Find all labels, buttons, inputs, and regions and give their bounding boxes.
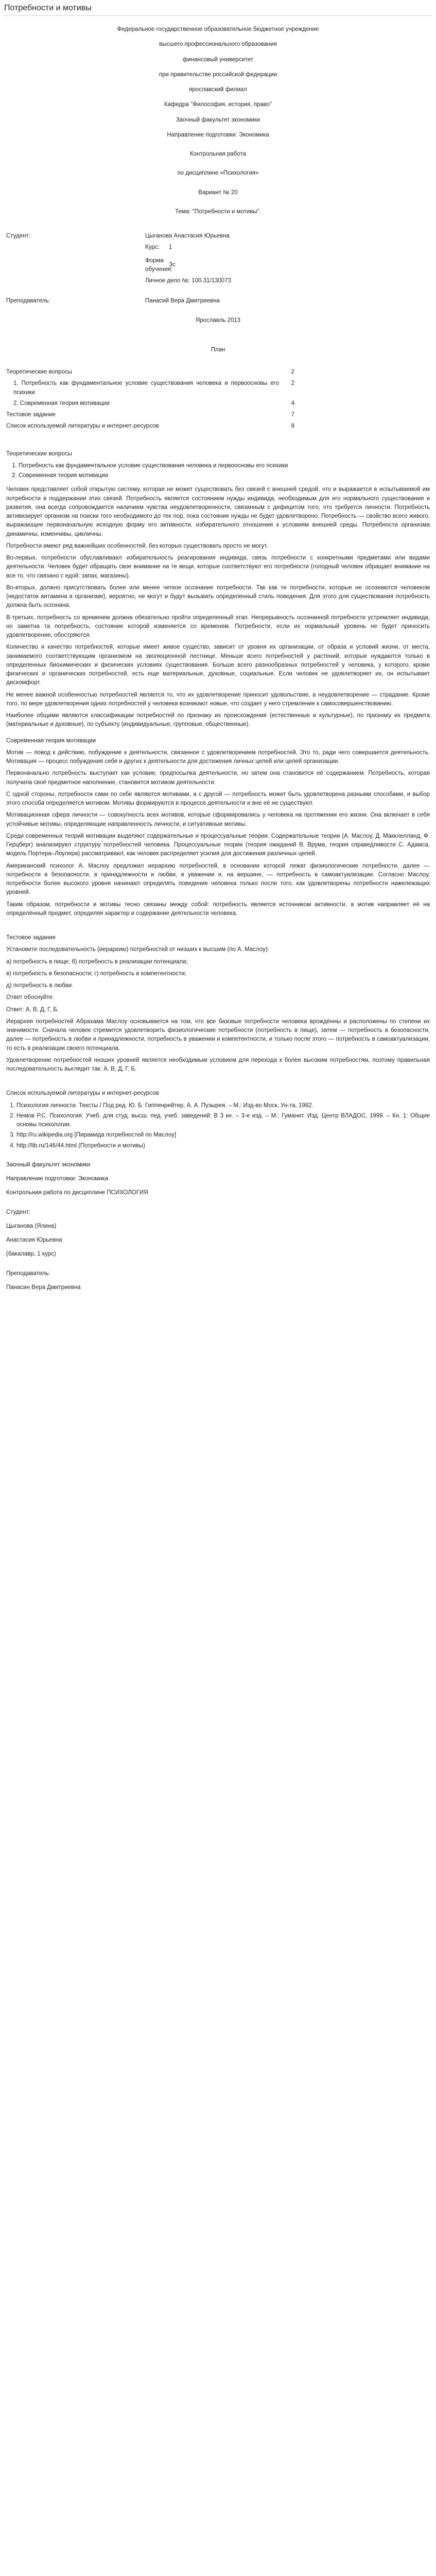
title-line: Контрольная работа bbox=[189, 151, 247, 157]
signoff-line: Цыганова (Ялина) bbox=[6, 1223, 57, 1229]
document-page bbox=[0, 2, 436, 1292]
signoff-line: Панасин Вера Дмитриевна bbox=[6, 1284, 81, 1291]
paragraph: Первоначально потребность выступает как условие, предпосылка деятельности, но затем она становится её содержанием. Потребность, которая получила своё предметное наполнение, становится мотивом деятельности. bbox=[6, 770, 430, 786]
teacher-label: Преподаватель: bbox=[6, 298, 50, 304]
signoff-line: Заочный факультет экономики bbox=[6, 1161, 91, 1168]
title-line: по дисциплине «Психология» bbox=[177, 170, 259, 177]
bibliography-item[interactable]: 3. http://ru.wikipedia.org [Пирамида потребностей по Маслоу] bbox=[16, 1131, 430, 1140]
list-item: 2. Современная теория мотивации bbox=[19, 471, 430, 480]
signoff-line: Направление подготовки: Экономика bbox=[6, 1176, 109, 1182]
list-item: 1. Потребность как фундаментальное условие существования человека и первоосновы его психики bbox=[19, 462, 430, 470]
toc-item-page: 8 bbox=[291, 423, 294, 430]
page-title: Потребности и мотивы bbox=[4, 4, 92, 12]
paragraph: Во-первых, потребности обуславливают избирательность реагирования индивида, связь потребности с конкретными предметами или видами деятельности. Человек будет обращать свое внимание на те вещи, которые соответствуют его потребности (голодный человек обращает внимание на все то, что связано с едой: запах, магазины). bbox=[6, 555, 430, 579]
signoff-line: (бакалавр, 1 курс) bbox=[6, 1251, 56, 1258]
title-line: Заочный факультет экономики bbox=[176, 116, 260, 123]
city-year: Ярославль 2013 bbox=[195, 317, 241, 324]
title-line: Федеральное государственное образовательное бюджетное учреждение bbox=[117, 26, 319, 32]
toc-item-text: Список используемой литературы и интернет-ресурсов bbox=[6, 423, 159, 430]
title-line: Кафедра "Философия, история, право" bbox=[164, 101, 272, 108]
title-line: Тема: "Потребности и мотивы". bbox=[175, 208, 261, 215]
title-divider bbox=[4, 15, 432, 16]
title-line: финансовый университет bbox=[182, 56, 254, 63]
test-section bbox=[6, 934, 430, 1074]
test-option: д) потребность в любви. bbox=[6, 982, 74, 989]
paragraph: Количество и качество потребностей, которые имеет живое существо, зависит от уровня их организации, от образа и условий жизни, от места, занимаемого соответствующим организмом на эволюционной лестнице. Меньше всего потребностей у растений, которые нуждаются только в определенных биохимических и физических условиях существования. Больше всего разнообразных потребностей у человека, у которого, кроме физических и органических потребностей, есть еще материальные, духовные, социальные. Если человек не удовлетворяет их, он испытывает дискомфорт. bbox=[6, 644, 430, 686]
table-of-contents bbox=[6, 368, 294, 431]
paragraph: Удовлетворение потребностей низших уровней является необходимым условием для перехода к более высоким потребностям, поэтому правильная последовательность выглядит так: А, В, Д, Г, Б. bbox=[6, 1057, 430, 1072]
teacher-name: Панасий Вера Дмитриевна bbox=[145, 298, 220, 304]
bibliography-item: 1. Психология личности. Тексты / Под ред. Ю. Б. Гиппенрейтер, А. А. Пузырея. – М.: Изд-во Моск. Ун-та, 1982. bbox=[16, 1101, 430, 1110]
bibliography-list bbox=[6, 1101, 430, 1150]
bibliography-item: 2. Немов Р.С. Психология: Учеб. для студ. высш. пед. учеб. заведений: В 3 кн. – 3-е изд. – М.: Гуманит. Изд. Центр ВЛАДОС, 1999. – Кн. 1: Общие основы психологии. bbox=[16, 1112, 430, 1130]
section-heading: Теоретические вопросы bbox=[6, 450, 72, 457]
signoff-line: Анастасия Юрьевна bbox=[6, 1237, 62, 1243]
form-label: Форма обучения: bbox=[145, 257, 173, 273]
title-line: ярославский филиал bbox=[189, 87, 247, 93]
record-value: 100.31/130073 bbox=[191, 278, 231, 284]
paragraph: Таким образом, потребности и мотивы тесно связаны между собой: потребность является источником активности, а мотив направляет её на определённый предмет, определяя характер и содержание деятельности человека. bbox=[6, 901, 430, 917]
bibliography-item[interactable]: 4. http://lib.ru/146/44.html (Потребности и мотивы) bbox=[16, 1142, 430, 1150]
toc-item-text: Теоретические вопросы bbox=[6, 369, 72, 375]
signoff-line: Контрольная работа по дисциплине ПСИХОЛОГИЯ bbox=[6, 1190, 148, 1196]
toc-item-text: 2. Современная теория мотивации bbox=[13, 400, 110, 406]
student-info bbox=[6, 232, 430, 306]
toc-item-text: 1. Потребность как фундаментальное условие существования человека и первоосновы его психики bbox=[13, 380, 279, 396]
section-heading: Тестовое задание bbox=[6, 935, 56, 941]
paragraph: Американский психолог А. Маслоу предложил иерархию потребностей, в основании которой лежат физиологические потребности, далее — потребности в безопасности, в принадлежности и любви, в уважении и, на вершине, — потребность в самоактуализации. Согласно Маслоу, потребности более высокого уровня начинают определять поведение человека только после того, как удовлетворены потребности нижележащих уровней. bbox=[6, 862, 430, 896]
section-heading: Список используемой литературы и интернет-ресурсов bbox=[6, 1090, 159, 1097]
theory-list bbox=[6, 462, 430, 481]
title-line: при правительстве российской федерации bbox=[159, 71, 277, 78]
section-heading: Современная теория мотивации bbox=[6, 737, 96, 744]
test-option: в) потребность в безопасности; г) потребность в компетентности; bbox=[6, 970, 186, 977]
bibliography-section bbox=[6, 1089, 430, 1098]
plan-heading: План bbox=[211, 346, 225, 353]
test-option: а) потребность в пище; б) потребность в реализации потенциала; bbox=[6, 958, 188, 965]
paragraph: Наиболее общими являются классификации потребностей по признаку их происхождения (естественные и культурные), по признаку их предмета (материальные и духовные), по субъекту (индивидуальные, групповые, общественные). bbox=[6, 713, 430, 728]
paragraph: Человек представляет собой открытую систему, которая не может существовать без связей с внешней средой, что и выражается в испытываемой им потребности в поддержании этих связей. Потребность является состоянием нужды индивида, необходимым для его нормального существования и развития, она всегда сопровождается наличием чувства неудовлетворенности, связанным с дефицитом того, что требуется личности. Потребность активизирует организм на поиски того необходимого до тех пор, пока состояние нужды не будет удовлетворено. Потребность — свойство всего живого, выражающее первоначальную исходную форму его активности, избирательного отношения к условиям внешней среды. Потребности организма динамичны, изменчивы, цикличны. bbox=[6, 486, 430, 537]
test-question: Установите последовательность (иерархию) потребностей от низших к высшим (по А. Маслоу): bbox=[6, 946, 269, 953]
paragraph: Во-вторых, должно присутствовать более или менее четкое осознание потребности. Так как те потребности, которые не осознаются человеком (недостаток витамина в организме), вероятно, не могут и будут вызывать определенный стиль поведения. Для этого для существования потребность должна быть осознана. bbox=[6, 584, 430, 609]
title-line: высшего профессионального образования bbox=[159, 41, 277, 48]
student-label: Студент: bbox=[6, 233, 30, 239]
toc-item-page: 2 bbox=[291, 380, 294, 387]
title-line: Направление подготовки: Экономика bbox=[167, 131, 269, 138]
title-page-header bbox=[6, 25, 430, 216]
signoff-block bbox=[6, 1161, 430, 1292]
theory-section bbox=[6, 450, 430, 919]
form-value: Зс bbox=[169, 261, 176, 268]
paragraph: Иерархия потребностей Абрахама Маслоу основывается на том, что все базовые потребности человека врождённы и расположены по степени их значимости. Сначала человек стремится удовлетворить физиологические потребности (потребность в пище), затем — потребность в безопасности, далее — потребность в любви и принадлежности, потребность в уважении и компетентности, и только после этого — потребность в самоактуализации, то есть в реализации своего потенциала. bbox=[6, 1018, 430, 1052]
toc-item-page: 7 bbox=[291, 412, 294, 418]
paragraph: Мотивационная сфера личности — совокупность всех мотивов, которые сформировались у человека на протяжении его жизни. Она включает в себя устойчивые мотивы, определяющие направленность личности, и ситуативные мотивы. bbox=[6, 812, 430, 827]
paragraph: С одной стороны, потребности сами по себе являются мотивами, а с другой — потребность может быть удовлетворена разными способами, и выбор этого способа определяется мотивом. Мотивы формируются в процессе деятельности и вне её не существуют. bbox=[6, 791, 430, 806]
paragraph: Мотив — повод к действию, побуждение к деятельности, связанное с удовлетворением потребностей. Это то, ради чего совершается деятельность. Мотивация — процесс побуждения себя и других к деятельности для достижения личных целей или целей организации. bbox=[6, 749, 430, 765]
course-value: 1 bbox=[169, 244, 172, 251]
toc-item-page: 2 bbox=[291, 369, 294, 375]
course-label: Курс: bbox=[145, 244, 160, 251]
paragraph: Среди современных теорий мотивации выделяют содержательные и процессуальные теории. Содержательные теории (А. Маслоу, Д. Макклелланд, Ф. Герцберг) анализируют структуру потребностей человека. Процессуальные теории (теория ожиданий В. Врума, теория справедливости С. Адамса, модель Портера–Лоулера) рассматривают, как человек распределяет усилия для достижения различных целей. bbox=[6, 833, 430, 857]
paragraph: В-третьих, потребность со временем должна обязательно пройти определенный этап. Непрерывность осознанной потребности устремляет индивида, но заметна та потребность, состояние которой изменяется со временем. Потребности, если их нормальный уровень не будет приносить удовлетворение, обостряются. bbox=[6, 614, 430, 638]
paragraph: Потребности имеют ряд важнейших особенностей, без которых существовать просто не могут. bbox=[6, 543, 268, 549]
toc-item-page: 4 bbox=[291, 400, 294, 406]
toc-item-text: Тестовое задание bbox=[6, 412, 56, 418]
paragraph: Не менее важной особенностью потребностей является то, что их удовлетворение приносит удовольствие, а неудовлетворение — страдание. Кроме того, по мере удовлетворения одних потребностей у человека возникают новые, что создает у него стремление к самосовершенствованию. bbox=[6, 691, 430, 707]
title-line: Вариант № 20 bbox=[198, 189, 238, 196]
test-answer-label: Ответ обоснуйте. bbox=[6, 994, 55, 1001]
signoff-line: Студент: bbox=[6, 1209, 30, 1215]
test-answer: Ответ: А, В, Д, Г, Б. bbox=[6, 1006, 59, 1013]
record-label: Личное дело №: bbox=[145, 278, 190, 284]
signoff-line: Преподаватель: bbox=[6, 1270, 50, 1277]
student-name: Цыганова Анастасия Юрьевна bbox=[145, 233, 230, 239]
